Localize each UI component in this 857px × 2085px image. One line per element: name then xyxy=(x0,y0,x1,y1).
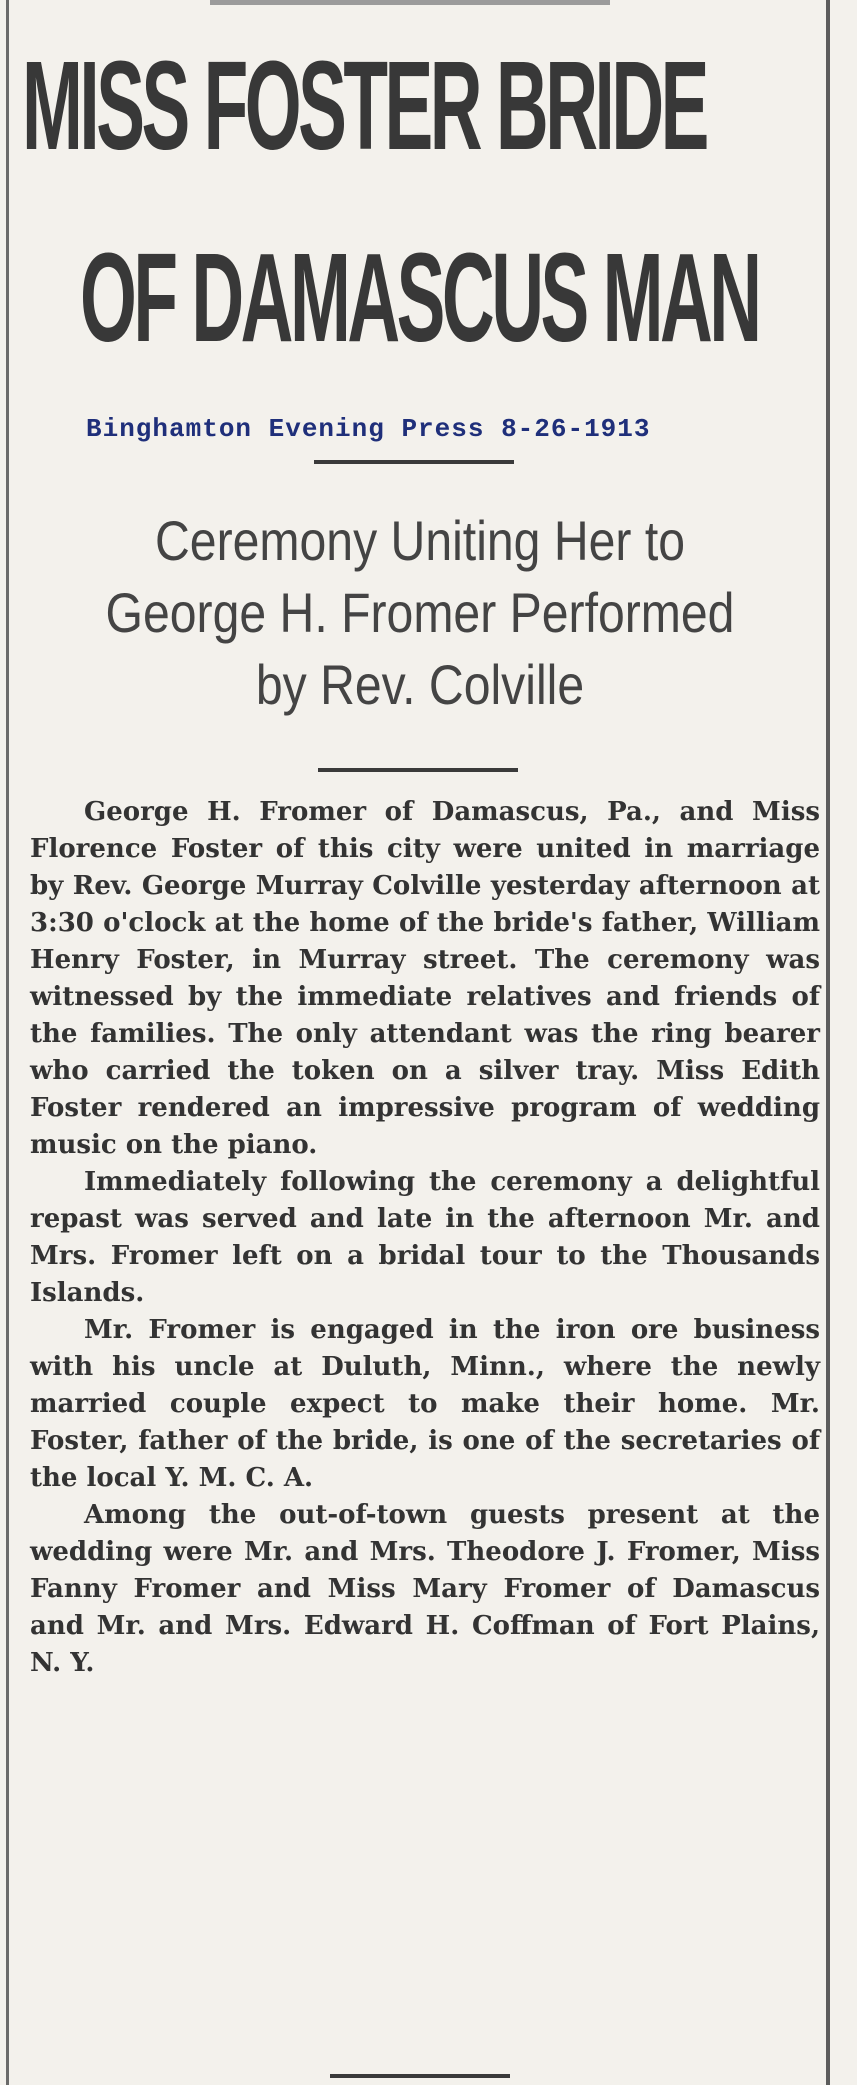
column-rule-right xyxy=(826,0,830,2085)
subhead-line-3: by Rev. Colville xyxy=(255,653,585,716)
subhead-line-1: Ceremony Uniting Her to xyxy=(155,509,685,572)
divider-rule xyxy=(318,768,518,772)
article-body xyxy=(30,794,820,1682)
divider-rule xyxy=(314,460,514,464)
article-paragraph: Among the out-of-town guests present at the wedding were Mr. and Mrs. Theodore J. Fromer, Miss Fanny Fromer and Miss Mary Fromer of Damascus and Mr. and Mrs. Edward H. Coffman of Fort Plains, N. Y. xyxy=(30,1500,820,1678)
source-caption: Binghamton Evening Press 8-26-1913 xyxy=(86,414,651,444)
headline-line-1: MISS FOSTER BRIDE xyxy=(22,35,706,176)
article-paragraph: Mr. Fromer is engaged in the iron ore business with his uncle at Duluth, Minn., where the newly married couple expect to make their home. Mr. Foster, father of the bride, is one of the secretaries of the local Y. M. C. A. xyxy=(30,1315,820,1493)
headline-line-2: OF DAMASCUS MAN xyxy=(80,227,759,368)
divider-rule xyxy=(330,2074,510,2078)
clipping-top-edge xyxy=(210,0,610,5)
column-rule-left xyxy=(6,0,9,2085)
article-paragraph: George H. Fromer of Damascus, Pa., and Miss Florence Foster of this city were united in marriage by Rev. George Murray Colville yesterday afternoon at 3:30 o'clock at the home of the bride's father, William Henry Foster, in Murray street. The ceremony was witnessed by the immediate relatives and friends of the families. The only attendant was the ring bearer who carried the token on a silver tray. Miss Edith Foster rendered an impressive program of wedding music on the piano. xyxy=(30,797,820,1160)
subhead-line-2: George H. Fromer Performed xyxy=(105,581,735,644)
article-paragraph: Immediately following the ceremony a delightful repast was served and late in the afternoon Mr. and Mrs. Fromer left on a bridal tour to the Thousands Islands. xyxy=(30,1167,820,1308)
